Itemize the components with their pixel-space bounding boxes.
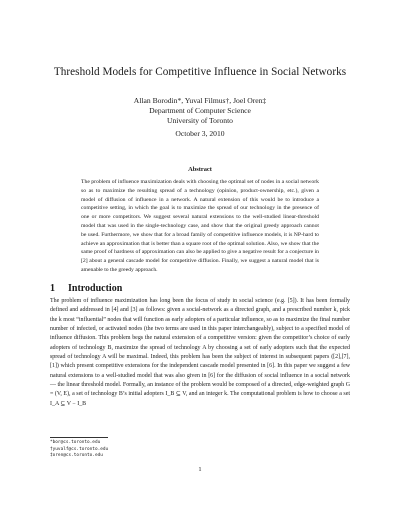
- section-title: Introduction: [68, 283, 123, 294]
- footnotes: [50, 440, 350, 460]
- paper-date: October 3, 2010: [175, 129, 225, 138]
- department: Department of Computer Science: [149, 106, 251, 115]
- paper-title: Threshold Models for Competitive Influence in Social Networks: [53, 66, 347, 78]
- footnote-rule: [50, 437, 108, 438]
- footnote-1: *bor@cs.toronto.edu: [50, 440, 101, 445]
- introduction-text: The problem of influence maximization has long been the focus of study in social science (e.g. [5]). It has been formally defined and addressed in [4] and [3] as follows: given a social-network as a directed graph, and a prescribed number k, pick the k most “influential” nodes that will function as early adopters of a particular influence, so as to maximize the final number number of infected, or activated nodes (the two terms are used in this paper interchangeably), subject to a specified model of influence diffusion. This problem begs the natural extension of a competitive version: given the competitor’s choice of early adopters of technology B, maximize the spread of technology A by choosing a set of early adopters such that the expected spread of technology A will be maximal. Indeed, this problem has been the subject of interest in subsequent papers ([2],[7],[1]) which present competitive extensions for the independent cascade model presented in [6]. In this paper we suggest a few natural extensions to a well-studied model that was also given in [6] for the diffusion of social influence in a social network — the linear threshold model. Formally, an instance of the problem would be composed of a directed, edge-weighted graph G = (V, E), a set of technology B’s initial adopters I_B ⊆ V, and an integer k. The computational problem is how to choose a set I_A ⊆ V − I_B: [50, 298, 350, 407]
- author-block: [0, 96, 400, 126]
- section-heading: [50, 283, 350, 294]
- footnote-3: ‡oren@cs.toronto.edu: [50, 453, 103, 459]
- abstract-heading: Abstract: [188, 166, 212, 173]
- section-number: 1: [50, 283, 55, 294]
- abstract-text: The problem of influence maximization deals with choosing the optimal set of nodes in a social network so as to maximize the resulting spread of a technology (opinion, product-ownership, etc.), given a model of diffusion of influence in a network. A natural extension of this would be to introduce a competitive setting, in which the goal is to maximize the spread of our technology in the presence of one or more competitors. We suggest several natural extensions to the well-studied linear-threshold model that was used in the single-technology case, and show that the original greedy approach cannot be used. Furthermore, we show that for a broad family of competitive influence models, it is NP-hard to achieve an approximation that is better than a square root of the optimal solution. Also, we show that the same proof of hardness of approximation can also be applied to give a negative result for a conjecture in [2] about a general cascade model for competitive diffusion. Finally, we suggest a natural model that is amenable to the greedy approach.: [81, 179, 319, 273]
- footnote-2: †yuvalf@cs.toronto.edu: [50, 446, 109, 452]
- author-names: Allan Borodin*, Yuval Filmus†, Joel Oren‡: [133, 96, 267, 105]
- university: University of Toronto: [167, 116, 233, 125]
- page-number: 1: [198, 466, 202, 473]
